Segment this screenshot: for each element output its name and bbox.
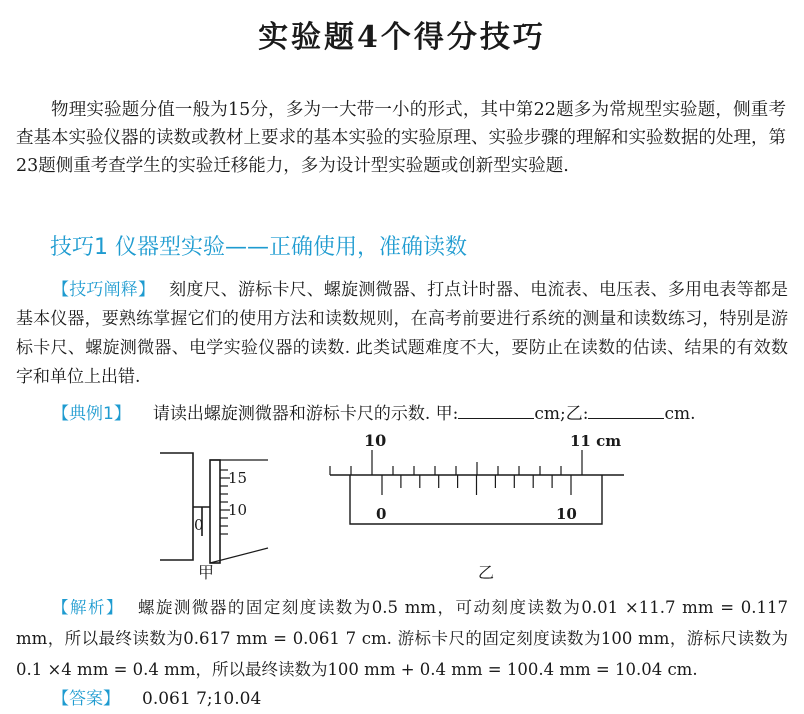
caliper-figure bbox=[320, 428, 640, 586]
example-unit-1: cm;乙: bbox=[534, 404, 589, 424]
explanation-tag: 【技巧阐释】 bbox=[52, 280, 156, 300]
solution-text: 螺旋测微器的固定刻度读数为0.5 mm，可动刻度读数为0.01 ×11.7 mm = 0.117 mm，所以最终读数为0.617 mm = 0.061 7 cm. 游标卡尺的固定刻度读数为100 mm，游标尺读数为0.1 ×4 mm = 0.4 mm，所以最终读数为100 mm + 0.4 mm = 100.4 mm = 10.04 cm. bbox=[16, 598, 788, 679]
micrometer-caption: 甲 bbox=[198, 563, 215, 582]
vernier-label-0: 0 bbox=[376, 505, 387, 523]
answer-blank-1 bbox=[458, 402, 534, 419]
answer-line bbox=[52, 684, 261, 709]
answer-tag: 【答案】 bbox=[52, 689, 120, 709]
technique-explanation bbox=[16, 276, 788, 392]
thimble-label-10: 10 bbox=[228, 501, 248, 519]
example-question-text: 请读出螺旋测微器和游标卡尺的示数. 甲: bbox=[152, 404, 459, 424]
section-heading: 技巧1 仪器型实验——正确使用，准确读数 bbox=[50, 235, 467, 260]
main-label-11cm: 11 cm bbox=[570, 432, 622, 450]
caliper-caption: 乙 bbox=[478, 563, 495, 582]
sleeve-label-0: 0 bbox=[194, 516, 204, 534]
thimble-label-15: 15 bbox=[228, 469, 248, 487]
intro-paragraph: 物理实验题分值一般为15分，多为一大带一小的形式，其中第22题多为常规型实验题，侧重考查基本实验仪器的读数或教材上要求的基本实验的实验原理、实验步骤的理解和实验数据的处理，第23题侧重考查学生的实验迁移能力，多为设计型实验题或创新型实验题. bbox=[16, 100, 786, 176]
example-tag: 【典例1】 bbox=[52, 404, 131, 424]
main-label-10: 10 bbox=[364, 431, 387, 450]
answer-blank-2 bbox=[588, 402, 664, 419]
explanation-text: 刻度尺、游标卡尺、螺旋测微器、打点计时器、电流表、电压表、多用电表等都是基本仪器，要熟练掌握它们的使用方法和读数规则，在高考前要进行系统的测量和读数练习，特别是游标卡尺、螺旋测微器、电学实验仪器的读数. 此类试题难度不大，要防止在读数的估读、结果的有效数字和单位上出错. bbox=[16, 280, 788, 387]
micrometer-figure bbox=[150, 440, 290, 590]
example-unit-2: cm. bbox=[664, 404, 696, 424]
vernier-label-10: 10 bbox=[556, 505, 577, 523]
page-title: 实验题4个得分技巧 bbox=[258, 20, 546, 55]
answer-text: 0.061 7;10.04 bbox=[142, 689, 262, 709]
solution-paragraph bbox=[16, 592, 788, 685]
example-question bbox=[52, 399, 696, 424]
solution-tag: 【解析】 bbox=[52, 598, 124, 617]
